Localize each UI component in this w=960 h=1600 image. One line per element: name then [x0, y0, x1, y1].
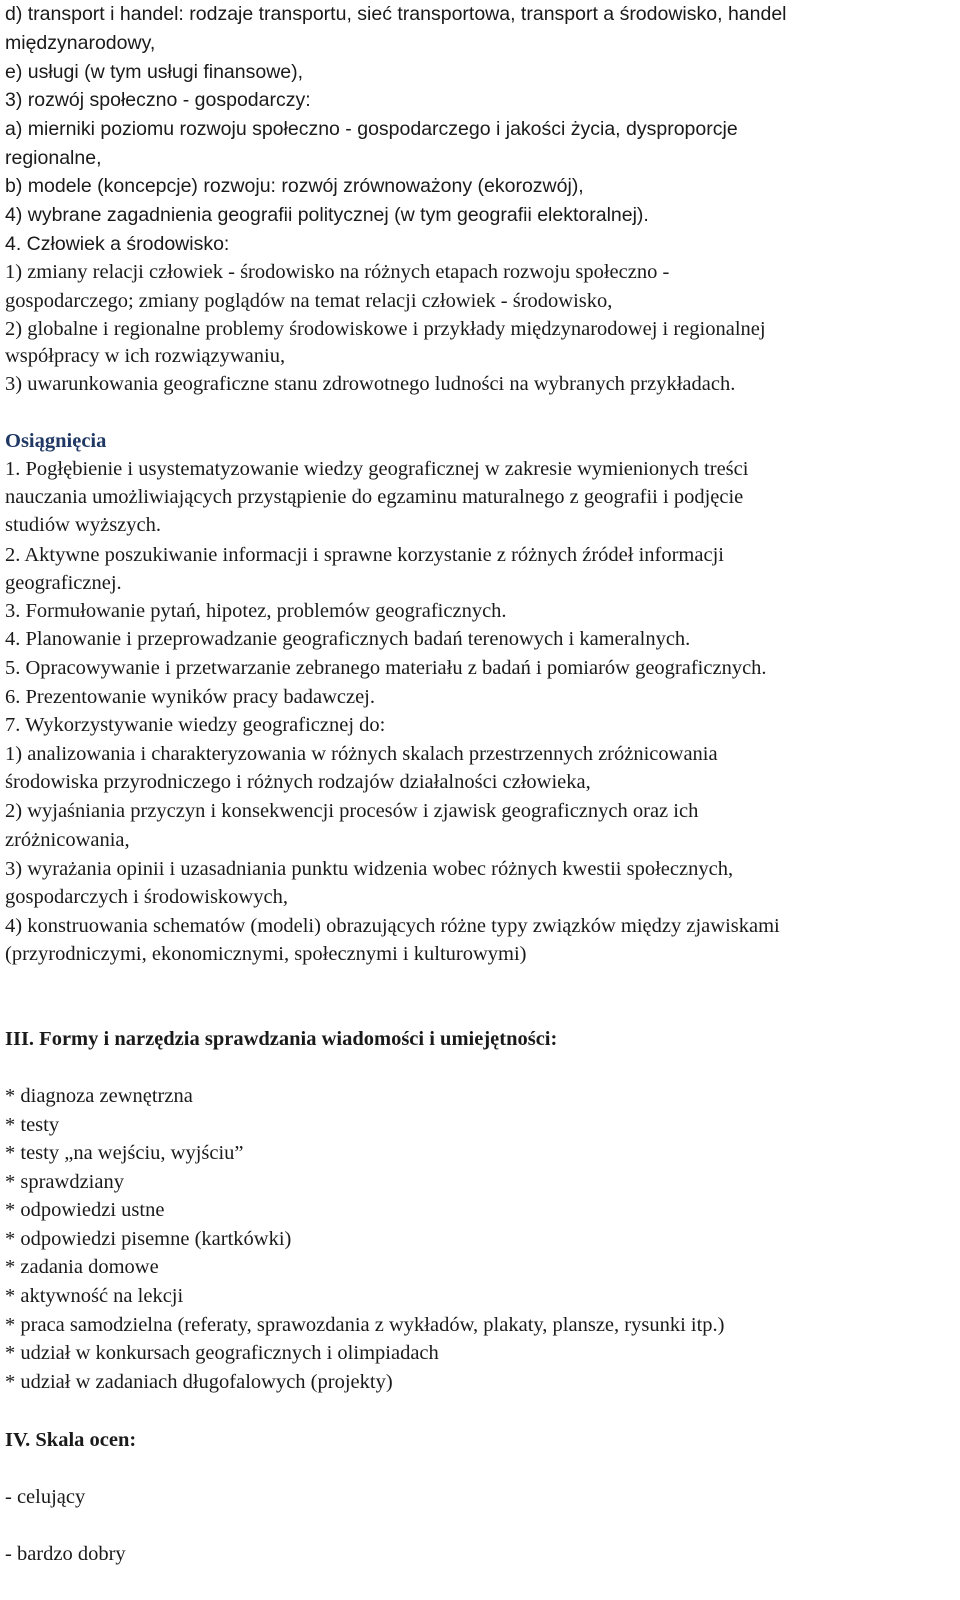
text-line: a) mierniki poziomu rozwoju społeczno - gospodarczego i jakości życia, dysproporcje: [5, 118, 738, 140]
text-line: regionalne,: [5, 147, 102, 169]
text-line: 3) rozwój społeczno - gospodarczy:: [5, 89, 311, 111]
text-line: 1) analizowania i charakteryzowania w różnych skalach przestrzennych zróżnicowania: [5, 743, 718, 765]
text-line: 2. Aktywne poszukiwanie informacji i sprawne korzystanie z różnych źródeł informacji: [5, 544, 724, 566]
text-line: 1. Pogłębienie i usystematyzowanie wiedzy geograficznej w zakresie wymienionych treści: [5, 458, 749, 480]
list-item: * udział w konkursach geograficznych i olimpiadach: [5, 1342, 439, 1364]
text-line: 4. Planowanie i przeprowadzanie geograficznych badań terenowych i kameralnych.: [5, 628, 691, 650]
list-item: - bardzo dobry: [5, 1543, 126, 1565]
text-line: e) usługi (w tym usługi finansowe),: [5, 61, 304, 83]
text-line: 2) wyjaśniania przyczyn i konsekwencji procesów i zjawisk geograficznych oraz ich: [5, 800, 699, 822]
list-item: * odpowiedzi ustne: [5, 1199, 165, 1221]
text-line: b) modele (koncepcje) rozwoju: rozwój zrównoważony (ekorozwój),: [5, 175, 584, 197]
text-line: nauczania umożliwiających przystąpienie do egzaminu maturalnego z geografii i podjęcie: [5, 486, 744, 508]
achievements-heading: Osiągnięcia: [5, 430, 107, 452]
forms-heading: III. Formy i narzędzia sprawdzania wiadomości i umiejętności:: [5, 1028, 558, 1050]
text-line: współpracy w ich rozwiązywaniu,: [5, 345, 286, 367]
text-line: 3) wyrażania opinii i uzasadniania punktu widzenia wobec różnych kwestii społecznych,: [5, 858, 734, 880]
text-line: 4) konstruowania schematów (modeli) obrazujących różne typy związków między zjawiskami: [5, 915, 780, 937]
text-line: geograficznej.: [5, 572, 122, 594]
text-line: gospodarczych i środowiskowych,: [5, 886, 288, 908]
list-item: * sprawdziany: [5, 1171, 124, 1193]
list-item: * testy „na wejściu, wyjściu”: [5, 1142, 244, 1164]
text-line: 4) wybrane zagadnienia geografii politycznej (w tym geografii elektoralnej).: [5, 204, 649, 226]
text-line: zróżnicowania,: [5, 829, 130, 851]
list-item: * aktywność na lekcji: [5, 1285, 184, 1307]
text-line: 6. Prezentowanie wyników pracy badawczej.: [5, 686, 375, 708]
text-line: 7. Wykorzystywanie wiedzy geograficznej do:: [5, 714, 386, 736]
text-line: 5. Opracowywanie i przetwarzanie zebranego materiału z badań i pomiarów geograficznych.: [5, 657, 767, 679]
text-line: 3. Formułowanie pytań, hipotez, problemów geograficznych.: [5, 600, 507, 622]
list-item: * diagnoza zewnętrzna: [5, 1085, 193, 1107]
text-line: 1) zmiany relacji człowiek - środowisko na różnych etapach rozwoju społeczno -: [5, 261, 670, 283]
text-line: 3) uwarunkowania geograficzne stanu zdrowotnego ludności na wybranych przykładach.: [5, 373, 736, 395]
text-line: (przyrodniczymi, ekonomicznymi, społecznymi i kulturowymi): [5, 943, 527, 965]
text-line: międzynarodowy,: [5, 32, 156, 54]
text-line: 2) globalne i regionalne problemy środowiskowe i przykłady międzynarodowej i regionalnej: [5, 318, 766, 340]
list-item: * praca samodzielna (referaty, sprawozdania z wykładów, plakaty, plansze, rysunki itp.): [5, 1314, 725, 1336]
grading-heading: IV. Skala ocen:: [5, 1429, 137, 1451]
text-line: d) transport i handel: rodzaje transportu, sieć transportowa, transport a środowisko, handel: [5, 3, 787, 25]
list-item: * testy: [5, 1114, 60, 1136]
text-line: środowiska przyrodniczego i różnych rodzajów działalności człowieka,: [5, 771, 591, 793]
text-line: studiów wyższych.: [5, 514, 162, 536]
list-item: * odpowiedzi pisemne (kartkówki): [5, 1228, 292, 1250]
list-item: * zadania domowe: [5, 1256, 159, 1278]
section-heading: 4. Człowiek a środowisko:: [5, 233, 230, 255]
list-item: * udział w zadaniach długofalowych (projekty): [5, 1371, 393, 1393]
text-line: gospodarczego; zmiany poglądów na temat relacji człowiek - środowisko,: [5, 290, 613, 312]
list-item: - celujący: [5, 1486, 86, 1508]
